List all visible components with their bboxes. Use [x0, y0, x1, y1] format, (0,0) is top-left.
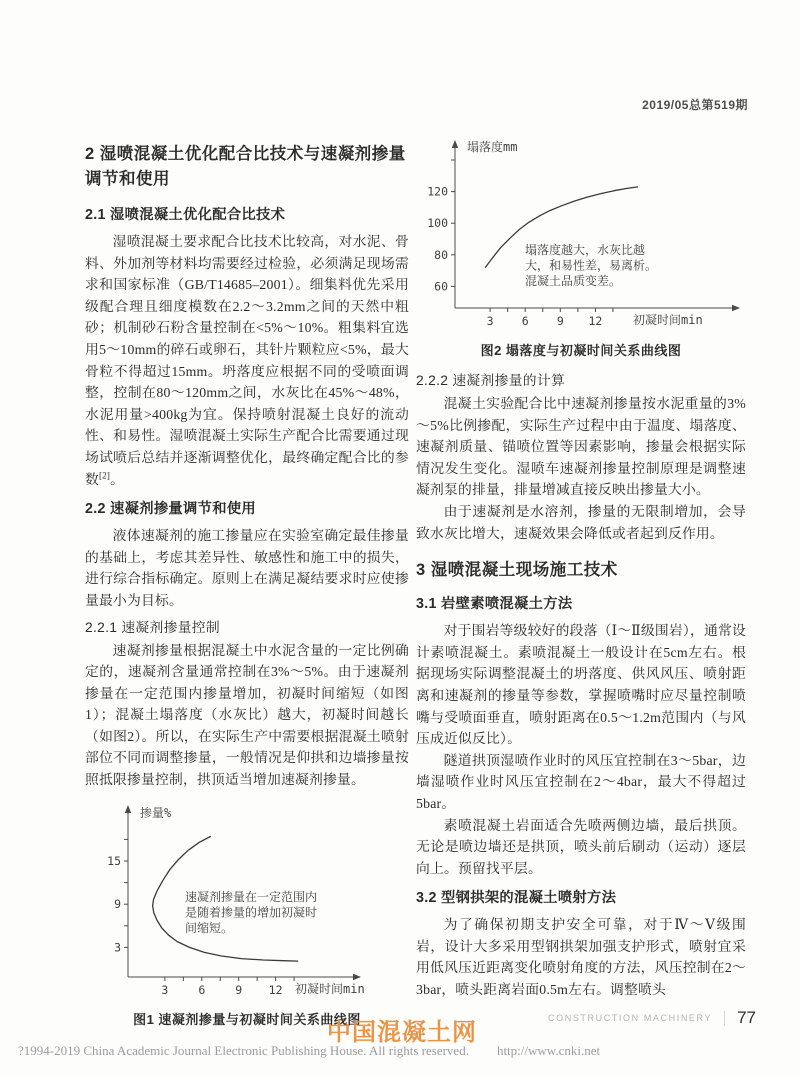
svg-text:100: 100: [427, 216, 448, 231]
figure2-caption: 图2 塌落度与初凝时间关系曲线图: [480, 343, 682, 358]
paragraph-text: 湿喷混凝土要求配合比技术比较高，对水泥、骨料、外加剂等材料均需要经过检验，必须满足现场需求和国家标准（GB/T14685–2001）。细集料优先采用级配合理且细度模数在2.2～3.2mm之间的天然中粗砂；机制砂石粉含量控制在<5%～10%。粗集料宜选用5～10mm的碎石或卵石，其针片颗粒应<5%，最大骨粒不得超过15mm。坍落度应根据不同的受喷面调整，控制在80～120mm之间，水灰比在45%～48%，水泥用量>400kg为宜。保持喷射混凝土良好的流动性、和易性。湿喷混凝土实际生产配合比需要通过现场试喷后总结并逐渐调整优化，最终确定配合比的参数: [85, 234, 409, 487]
section-3-1-paragraph-2: 隧道拱顶湿喷作业时的风压宜控制在3～5bar，边墙湿喷作业时风压宜控制在2～4bar，最大不得超过5bar。: [416, 752, 746, 811]
page-number: 77: [737, 1008, 756, 1027]
svg-text:间缩短。: 间缩短。: [185, 920, 234, 935]
section-3-1-title: 3.1 岩壁素喷混凝土方法: [416, 596, 573, 613]
svg-text:12: 12: [588, 314, 603, 328]
section-2-2-title: 2.2 速凝剂掺量调节和使用: [85, 501, 257, 518]
svg-text:塌落度越大，水灰比越: 塌落度越大，水灰比越: [525, 243, 646, 257]
section-3-1-paragraph-3: 素喷混凝土岩面适合先喷两侧边墙，最后拱顶。无论是喷边墙还是拱顶，喷头前后刷动（运动）逐层向上。预留找平层。: [416, 817, 746, 876]
journal-name-en: CONSTRUCTION MACHINERY: [548, 1013, 713, 1023]
svg-text:初凝时间min: 初凝时间min: [633, 313, 703, 327]
svg-text:大，和易性差，易离析。: 大，和易性差，易离析。: [525, 258, 658, 273]
svg-text:80: 80: [434, 247, 448, 262]
svg-text:6: 6: [521, 314, 529, 328]
section-2-1-paragraph: [85, 231, 409, 490]
section-3-2-title: 3.2 型钢拱架的混凝土喷射方法: [416, 890, 617, 907]
watermark: 中国混凝土网: [327, 1019, 477, 1046]
svg-text:60: 60: [434, 279, 448, 294]
section-2-2-2-title: 2.2.2 速凝剂掺量的计算: [416, 373, 566, 388]
right-column: [416, 136, 746, 1001]
figure1: [85, 801, 409, 1028]
svg-text:9: 9: [235, 982, 243, 997]
left-column: [85, 142, 409, 1028]
svg-text:初凝时间min: 初凝时间min: [295, 981, 365, 996]
footer-divider: [724, 1011, 725, 1026]
svg-text:9: 9: [556, 314, 564, 328]
reference-marker: [2]: [99, 469, 111, 480]
svg-text:混凝土品质变差。: 混凝土品质变差。: [525, 274, 622, 288]
section-2-2-1-paragraph: 速凝剂掺量根据混凝土中水泥含量的一定比例确定的，速凝剂含量通常控制在3%～5%。由于速凝剂掺量在一定范围内掺量增加，初凝时间缩短（如图1）；混凝土塌落度（水灰比）越大，初凝时间越长（如图2）。所以，在实际生产中需要根据混凝土喷射部位不同而调整掺量，一般情况是仰拱和边墙掺量按照抵限掺量控制，拱顶适当增加速凝剂掺量。: [85, 642, 409, 788]
svg-text:是随着掺量的增加初凝时: 是随着掺量的增加初凝时: [185, 905, 318, 920]
copyright-line: [18, 1043, 600, 1059]
section-2-1-title: 2.1 湿喷混凝土优化配合比技术: [85, 207, 286, 223]
copyright-text: ?1994-2019 China Academic Journal Electronic Publishing House. All rights reserved.: [18, 1043, 469, 1058]
section-2-2-1-title: 2.2.1 速凝剂掺量控制: [85, 619, 220, 635]
cnki-url: http://www.cnki.net: [496, 1043, 601, 1058]
figure1-chart: [85, 801, 409, 1004]
paragraph-end: 。: [110, 471, 125, 487]
svg-text:3: 3: [161, 982, 169, 997]
svg-text:6: 6: [198, 982, 206, 997]
section-3-title: 3 湿喷混凝土现场施工技术: [416, 561, 618, 580]
figure2-chart: [416, 136, 746, 335]
svg-text:12: 12: [268, 982, 283, 997]
svg-text:15: 15: [107, 853, 121, 868]
footer-journal-block: [548, 1008, 756, 1028]
svg-text:速凝剂掺量在一定范围内: 速凝剂掺量在一定范围内: [185, 889, 318, 904]
section-2-2-paragraph: 液体速凝剂的施工掺量应在实验室确定最佳掺量的基础上，考虑其差异性、敏感性和施工中的损失，进行综合指标确定。原则上在满足凝结要求时应使掺量最小为目标。: [85, 528, 409, 608]
section-2-title: 2 湿喷混凝土优化配合比技术与速凝剂掺量调节和使用: [85, 145, 406, 188]
section-2-2-2-paragraph-2: 由于速凝剂是水溶剂，掺量的无限制增加，会导致水灰比增大，速凝效果会降低或者起到反作用。: [416, 503, 746, 541]
svg-text:掺量%: 掺量%: [140, 805, 172, 820]
svg-text:9: 9: [114, 896, 121, 911]
section-3-1-paragraph-1: 对于围岩等级较好的段落（Ⅰ～Ⅱ级围岩），通常设计素喷混凝土。素喷混凝土一般设计在5cm左右。根据现场实际调整混凝土的坍落度、供风风压、喷射距离和速凝剂的掺量等参数，掌握喷嘴时应尽量控制喷嘴与受喷面垂直，喷射距离在0.5～1.2m范围内（与风压成近似反比）。: [416, 623, 746, 747]
svg-text:塌落度mm: 塌落度mm: [467, 140, 518, 154]
svg-text:120: 120: [427, 184, 448, 199]
section-3-2-paragraph: 为了确保初期支护安全可靠，对于Ⅳ～Ⅴ级围岩，设计大多采用型钢拱架加强支护形式，喷射宜采用低风压近距离变化喷射角度的方法，风压控制在2～3bar，喷头距离岩面0.5m左右。调整喷头: [416, 917, 746, 998]
figure2: [416, 136, 746, 359]
figure1-caption: 图1 速凝剂掺量与初凝时间关系曲线图: [133, 1011, 361, 1027]
svg-text:3: 3: [114, 940, 121, 955]
issue-label: 2019/05总第519期: [642, 98, 748, 112]
svg-text:3: 3: [486, 314, 494, 328]
section-2-2-2-paragraph-1: 混凝土实验配合比中速凝剂掺量按水泥重量的3%～5%比例掺配，实际生产过程中由于温度、塌落度、速凝剂质量、锚喷位置等因素影响，掺量会根据实际情况发生变化。湿喷车速凝剂掺量控制原理是调整速凝剂泵的排量，排量增减直接反映出掺量大小。: [416, 396, 746, 498]
